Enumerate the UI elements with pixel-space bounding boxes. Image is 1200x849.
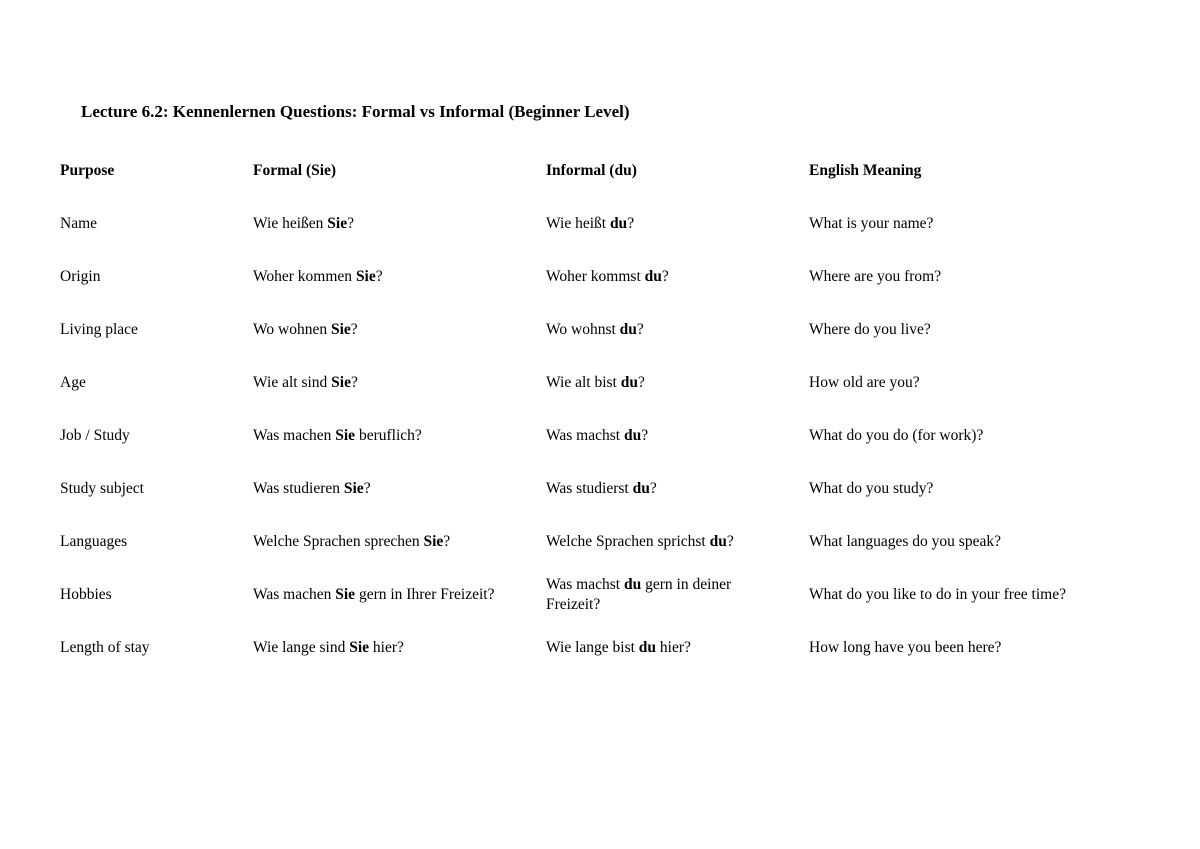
questions-table — [60, 144, 1160, 674]
informal-cell: Wie lange bist du hier? — [546, 638, 691, 656]
english-cell: How long have you been here? — [809, 638, 1002, 656]
english-cell: Where do you live? — [809, 320, 931, 338]
table-row — [60, 462, 1160, 515]
header-formal: Formal (Sie) — [253, 161, 337, 179]
informal-cell: Was machst du? — [546, 426, 649, 444]
purpose-cell: Study subject — [60, 479, 144, 497]
english-cell: What do you do (for work)? — [809, 426, 984, 444]
informal-cell: Wie alt bist du? — [546, 373, 645, 391]
formal-cell: Wie lange sind Sie hier? — [253, 638, 404, 656]
formal-cell: Wo wohnen Sie? — [253, 320, 358, 338]
informal-cell: Wo wohnst du? — [546, 320, 644, 338]
formal-cell: Was machen Sie beruflich? — [253, 426, 422, 444]
table-row — [60, 303, 1160, 356]
header-informal: Informal (du) — [546, 161, 637, 179]
table-row — [60, 409, 1160, 462]
table-row — [60, 515, 1160, 568]
formal-cell: Was studieren Sie? — [253, 479, 371, 497]
table-row — [60, 356, 1160, 409]
formal-cell: Welche Sprachen sprechen Sie? — [253, 532, 451, 550]
english-cell: Where are you from? — [809, 267, 942, 285]
informal-cell: Was studierst du? — [546, 479, 657, 497]
purpose-cell: Languages — [60, 532, 128, 550]
document-title: Lecture 6.2: Kennenlernen Questions: Formal vs Informal (Beginner Level) — [81, 102, 630, 121]
formal-cell: Was machen Sie gern in Ihrer Freizeit? — [253, 585, 495, 603]
formal-cell: Wie alt sind Sie? — [253, 373, 358, 391]
purpose-cell: Living place — [60, 320, 138, 338]
table-row — [60, 197, 1160, 250]
purpose-cell: Age — [60, 373, 86, 391]
purpose-cell: Job / Study — [60, 426, 130, 444]
purpose-cell: Hobbies — [60, 585, 112, 603]
table-row — [60, 621, 1160, 674]
informal-cell: Woher kommst du? — [546, 267, 669, 285]
purpose-cell: Length of stay — [60, 638, 150, 656]
purpose-cell: Origin — [60, 267, 101, 285]
table-row — [60, 568, 1160, 621]
informal-cell: Wie heißt du? — [546, 214, 635, 232]
english-cell: What is your name? — [809, 214, 934, 232]
formal-cell: Woher kommen Sie? — [253, 267, 383, 285]
english-cell: What do you study? — [809, 479, 934, 497]
formal-cell: Wie heißen Sie? — [253, 214, 354, 232]
informal-cell: Welche Sprachen sprichst du? — [546, 532, 734, 550]
purpose-cell: Name — [60, 214, 98, 232]
english-cell: What do you like to do in your free time? — [809, 585, 1066, 603]
table-header-row — [60, 144, 1160, 197]
informal-cell: Was machst du gern in deiner Freizeit? — [546, 575, 732, 613]
header-english: English Meaning — [809, 161, 922, 179]
table-row — [60, 250, 1160, 303]
english-cell: How old are you? — [809, 373, 920, 391]
header-purpose: Purpose — [60, 161, 115, 179]
english-cell: What languages do you speak? — [809, 532, 1001, 550]
